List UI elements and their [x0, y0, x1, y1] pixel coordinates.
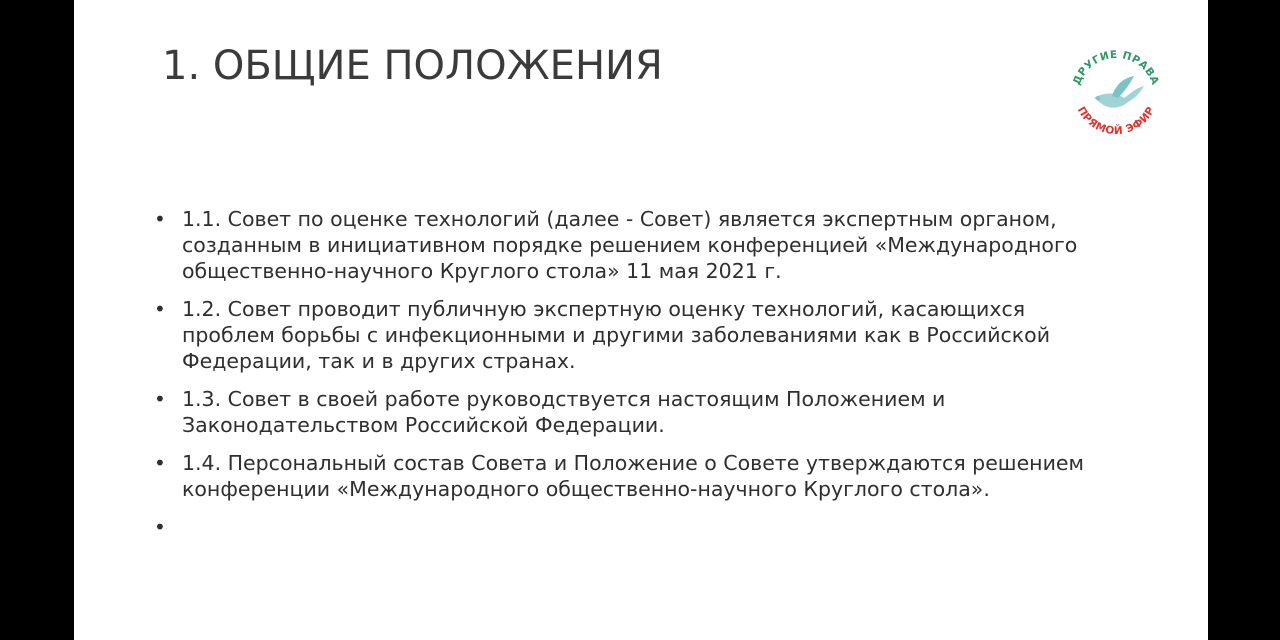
bullet-item: [154, 386, 1114, 438]
logo-text-top: ДРУГИЕ ПРАВА: [1070, 48, 1162, 87]
bullet-marker: •: [154, 207, 166, 231]
bullet-item: [154, 296, 1114, 374]
empty-bullet-item: [154, 514, 1114, 540]
bullet-marker: •: [154, 515, 166, 539]
bullet-marker: •: [154, 387, 166, 411]
slide-title: 1. ОБЩИЕ ПОЛОЖЕНИЯ: [162, 43, 663, 89]
bullet-marker: •: [154, 451, 166, 475]
bullet-text: 1.1. Совет по оценке технологий (далее - Совет) является экспертным органом, созданным в инициативном порядке решением конференцией «Международного общественно-научного Круглого стола» 11 мая 2021 г.: [182, 207, 1078, 283]
dove-icon: [1094, 76, 1144, 108]
logo-text-bottom: ПРЯМОЙ ЭФИР: [1074, 104, 1158, 138]
bullet-list: [154, 206, 1114, 552]
bullet-marker: •: [154, 297, 166, 321]
bullet-text: 1.2. Совет проводит публичную экспертную оценку технологий, касающихся проблем борьбы с инфекционными и другими заболеваниями как в Российской Федерации, так и в других странах.: [182, 297, 1051, 373]
svg-text:ПРЯМОЙ ЭФИР: [1075, 105, 1157, 138]
bullet-text: 1.4. Персональный состав Совета и Положение о Совете утверждаются решением конференции «Международного общественно-научного Круглого стола».: [182, 451, 1084, 501]
bullet-item: [154, 206, 1114, 284]
presentation-slide: [74, 0, 1208, 640]
bullet-item: [154, 450, 1114, 502]
channel-logo: [1064, 42, 1168, 146]
bullet-text: 1.3. Совет в своей работе руководствуется настоящим Положением и Законодательством Российской Федерации.: [182, 387, 946, 437]
svg-text:ДРУГИЕ ПРАВА: [1071, 49, 1161, 87]
